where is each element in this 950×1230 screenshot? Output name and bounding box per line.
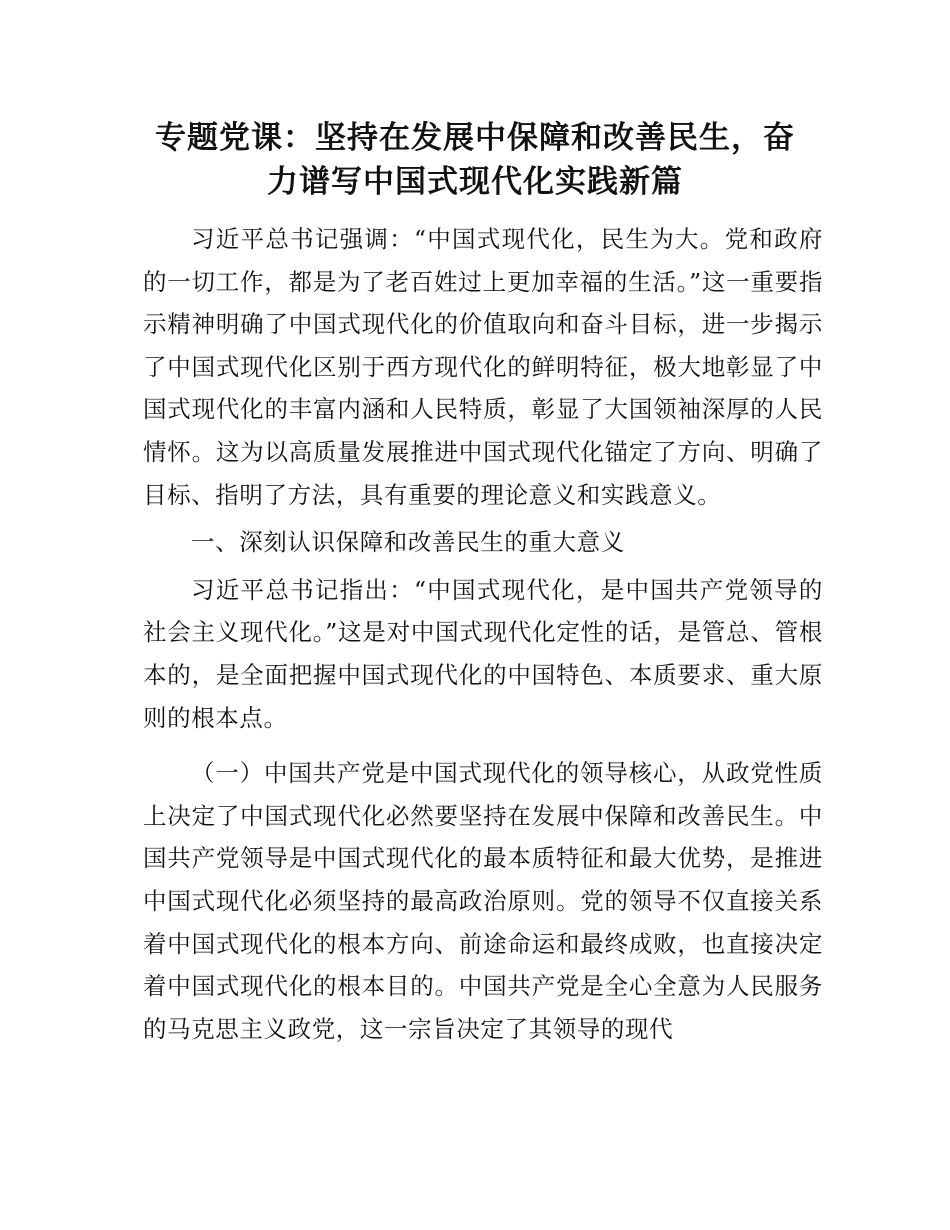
document-body xyxy=(143,218,823,1050)
intro-paragraph: 习近平总书记强调：“中国式现代化，民生为大。党和政府的一切工作，都是为了老百姓过上更加幸福的生活。”这一重要指示精神明确了中国式现代化的价值取向和奋斗目标，进一步揭示了中国式现代化区别于西方现代化的鲜明特征，极大地彰显了中国式现代化的丰富内涵和人民特质，彰显了大国领袖深厚的人民情怀。这为以高质量发展推进中国式现代化锚定了方向、明确了目标、指明了方法，具有重要的理论意义和实践意义。 xyxy=(143,225,823,509)
document-title-line-2: 力谱写中国式现代化实践新篇 xyxy=(267,164,683,200)
document-title-line-1: 专题党课：坚持在发展中保障和改善民生，奋 xyxy=(155,120,795,156)
subsection-paragraph: （一）中国共产党是中国式现代化的领导核心，从政党性质上决定了中国式现代化必然要坚持在发展中保障和改善民生。中国共产党领导是中国式现代化的最本质特征和最大优势，是推进中国式现代化必须坚持的最高政治原则。党的领导不仅直接关系着中国式现代化的根本方向、前途命运和最终成败，也直接决定着中国式现代化的根本目的。中国共产党是全心全意为人民服务的马克思主义政党，这一宗旨决定了其领导的现代 xyxy=(143,759,823,1043)
section-paragraph: 习近平总书记指出：“中国式现代化，是中国共产党领导的社会主义现代化。”这是对中国式现代化定性的话，是管总、管根本的，是全面把握中国式现代化的中国特色、本质要求、重大原则的根本点。 xyxy=(143,575,823,732)
section-heading: 一、深刻认识保障和改善民生的重大意义 xyxy=(191,528,625,557)
